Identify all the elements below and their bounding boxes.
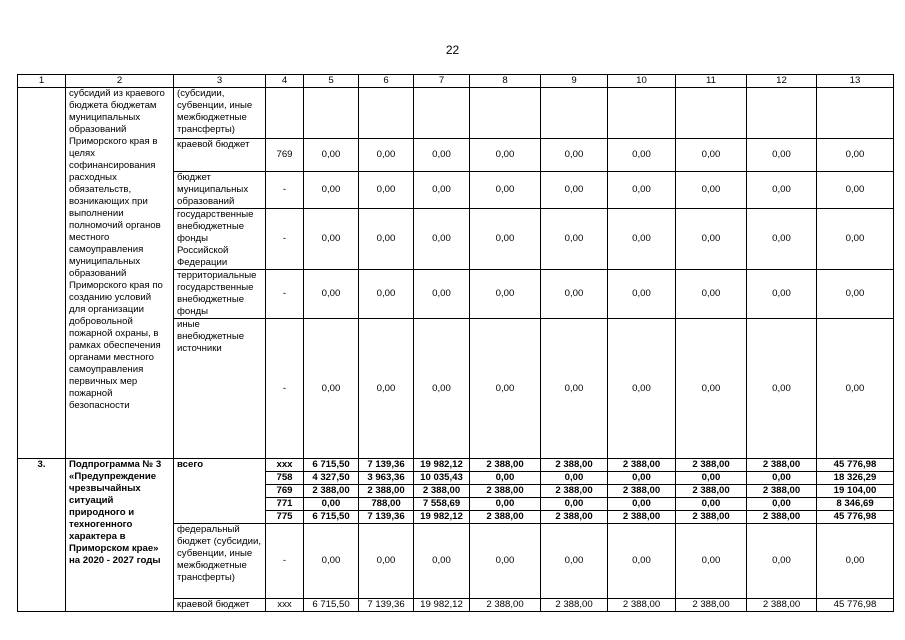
value-cell: 0,00 [414, 270, 470, 319]
value-cell [414, 88, 470, 139]
value-cell: 0,00 [470, 139, 541, 172]
value-cell [608, 88, 676, 139]
value-cell [676, 88, 747, 139]
funding-source: краевой бюджет [174, 139, 266, 172]
value-cell: 0,00 [608, 209, 676, 270]
budget-code: 769 [266, 485, 304, 498]
value-cell: 45 776,98 [817, 599, 894, 612]
page-number: 22 [445, 43, 460, 57]
funding-source: всего [174, 459, 266, 524]
value-cell: 2 388,00 [747, 485, 817, 498]
value-cell [541, 88, 608, 139]
value-cell: 0,00 [304, 319, 359, 459]
value-cell: 2 388,00 [541, 459, 608, 472]
value-cell: 0,00 [676, 472, 747, 485]
value-cell: 0,00 [470, 209, 541, 270]
funding-source: государственные внебюджетные фонды Российской Федерации [174, 209, 266, 270]
value-cell: 4 327,50 [304, 472, 359, 485]
value-cell: 0,00 [676, 319, 747, 459]
value-cell: 2 388,00 [676, 511, 747, 524]
value-cell: 0,00 [304, 524, 359, 599]
value-cell: 6 715,50 [304, 459, 359, 472]
value-cell: 0,00 [541, 270, 608, 319]
value-cell: 0,00 [359, 172, 414, 209]
column-header: 10 [608, 75, 676, 88]
value-cell: 0,00 [304, 139, 359, 172]
value-cell: 7 558,69 [414, 498, 470, 511]
value-cell: 0,00 [817, 319, 894, 459]
column-header: 2 [66, 75, 174, 88]
value-cell [817, 88, 894, 139]
value-cell: 2 388,00 [470, 599, 541, 612]
value-cell: 7 139,36 [359, 599, 414, 612]
value-cell: 2 388,00 [676, 599, 747, 612]
value-cell: 788,00 [359, 498, 414, 511]
value-cell [470, 88, 541, 139]
value-cell: 2 388,00 [747, 459, 817, 472]
budget-code [266, 88, 304, 139]
value-cell: 2 388,00 [541, 599, 608, 612]
value-cell: 0,00 [470, 270, 541, 319]
value-cell: 0,00 [470, 524, 541, 599]
value-cell: 0,00 [541, 498, 608, 511]
value-cell: 0,00 [414, 139, 470, 172]
value-cell: 0,00 [608, 472, 676, 485]
value-cell: 0,00 [817, 172, 894, 209]
value-cell: 0,00 [676, 524, 747, 599]
value-cell: 0,00 [541, 209, 608, 270]
funding-source: краевой бюджет [174, 599, 266, 612]
value-cell: 0,00 [747, 172, 817, 209]
table-row [18, 88, 894, 139]
value-cell [747, 88, 817, 139]
value-cell: 0,00 [470, 498, 541, 511]
value-cell: 0,00 [359, 139, 414, 172]
budget-code: - [266, 270, 304, 319]
value-cell: 0,00 [470, 172, 541, 209]
value-cell: 0,00 [608, 524, 676, 599]
value-cell: 0,00 [470, 472, 541, 485]
value-cell: 0,00 [817, 209, 894, 270]
column-header: 12 [747, 75, 817, 88]
value-cell: 0,00 [414, 319, 470, 459]
header-row [18, 75, 894, 88]
value-cell: 7 139,36 [359, 459, 414, 472]
value-cell: 0,00 [414, 524, 470, 599]
value-cell [359, 88, 414, 139]
value-cell: 0,00 [414, 172, 470, 209]
budget-code: - [266, 319, 304, 459]
budget-code: - [266, 209, 304, 270]
value-cell: 45 776,98 [817, 511, 894, 524]
value-cell: 3 963,36 [359, 472, 414, 485]
value-cell: 0,00 [541, 524, 608, 599]
value-cell: 6 715,50 [304, 599, 359, 612]
value-cell: 2 388,00 [304, 485, 359, 498]
value-cell: 0,00 [541, 472, 608, 485]
value-cell: 6 715,50 [304, 511, 359, 524]
value-cell: 0,00 [304, 209, 359, 270]
value-cell: 2 388,00 [608, 485, 676, 498]
value-cell: 0,00 [608, 270, 676, 319]
value-cell: 7 139,36 [359, 511, 414, 524]
value-cell [304, 88, 359, 139]
column-header: 11 [676, 75, 747, 88]
row-number-cell: 3. [18, 459, 66, 612]
funding-source: бюджет муниципальных образований [174, 172, 266, 209]
value-cell: 0,00 [676, 139, 747, 172]
value-cell: 0,00 [747, 139, 817, 172]
column-header: 7 [414, 75, 470, 88]
value-cell: 2 388,00 [470, 485, 541, 498]
value-cell: 0,00 [470, 319, 541, 459]
value-cell: 2 388,00 [676, 485, 747, 498]
funding-source: иные внебюджетные источники [174, 319, 266, 459]
value-cell: 0,00 [676, 270, 747, 319]
column-header: 6 [359, 75, 414, 88]
value-cell: 8 346,69 [817, 498, 894, 511]
value-cell: 0,00 [359, 524, 414, 599]
value-cell: 19 982,12 [414, 599, 470, 612]
column-header: 13 [817, 75, 894, 88]
value-cell: 0,00 [817, 270, 894, 319]
budget-code: xxx [266, 459, 304, 472]
value-cell: 2 388,00 [541, 511, 608, 524]
value-cell: 0,00 [747, 524, 817, 599]
value-cell: 0,00 [304, 498, 359, 511]
value-cell: 2 388,00 [676, 459, 747, 472]
value-cell: 0,00 [541, 172, 608, 209]
value-cell: 0,00 [747, 319, 817, 459]
subprogram-title: Подпрограмма № 3 «Предупреждение чрезвычайных ситуаций природного и техногенного характера в Приморском крае» на 2020 - 2027 годы [66, 459, 174, 612]
row-number-cell [18, 88, 66, 459]
value-cell: 0,00 [817, 139, 894, 172]
value-cell: 0,00 [608, 498, 676, 511]
value-cell: 19 982,12 [414, 459, 470, 472]
value-cell: 0,00 [747, 498, 817, 511]
value-cell: 0,00 [747, 270, 817, 319]
value-cell: 2 388,00 [747, 599, 817, 612]
value-cell: 0,00 [817, 524, 894, 599]
value-cell: 0,00 [608, 139, 676, 172]
value-cell: 0,00 [747, 472, 817, 485]
column-header: 1 [18, 75, 66, 88]
value-cell: 0,00 [304, 270, 359, 319]
column-header: 5 [304, 75, 359, 88]
value-cell: 0,00 [359, 319, 414, 459]
budget-code: 769 [266, 139, 304, 172]
value-cell: 2 388,00 [470, 511, 541, 524]
column-header: 3 [174, 75, 266, 88]
budget-table [17, 74, 894, 612]
value-cell: 0,00 [541, 319, 608, 459]
value-cell: 0,00 [747, 209, 817, 270]
column-header: 9 [541, 75, 608, 88]
value-cell: 0,00 [359, 270, 414, 319]
value-cell: 0,00 [414, 209, 470, 270]
funding-source: (субсидии, субвенции, иные межбюджетные трансферты) [174, 88, 266, 139]
value-cell: 0,00 [359, 209, 414, 270]
value-cell: 2 388,00 [541, 485, 608, 498]
value-cell: 2 388,00 [470, 459, 541, 472]
value-cell: 2 388,00 [414, 485, 470, 498]
value-cell: 10 035,43 [414, 472, 470, 485]
value-cell: 2 388,00 [608, 599, 676, 612]
value-cell: 0,00 [676, 209, 747, 270]
column-header: 8 [470, 75, 541, 88]
table-row [18, 459, 894, 472]
value-cell: 0,00 [608, 319, 676, 459]
column-header: 4 [266, 75, 304, 88]
value-cell: 2 388,00 [608, 511, 676, 524]
funding-source: федеральный бюджет (субсидии, субвенции, иные межбюджетные трансферты) [174, 524, 266, 599]
value-cell: 0,00 [304, 172, 359, 209]
funding-source: территориальные государственные внебюджетные фонды [174, 270, 266, 319]
value-cell: 2 388,00 [608, 459, 676, 472]
value-cell: 0,00 [608, 172, 676, 209]
value-cell: 45 776,98 [817, 459, 894, 472]
value-cell: 0,00 [541, 139, 608, 172]
value-cell: 19 104,00 [817, 485, 894, 498]
budget-code: 775 [266, 511, 304, 524]
value-cell: 2 388,00 [359, 485, 414, 498]
budget-code: 771 [266, 498, 304, 511]
budget-code: - [266, 172, 304, 209]
event-description: субсидий из краевого бюджета бюджетам муниципальных образований Приморского края в целях софинансирования расходных обязательств, возникающих при выполнении полномочий органов местного самоуправления муниципальных образований Приморского края по созданию условий для организации добровольной пожарной охраны, в рамках обеспечения органами местного самоуправления первичных мер пожарной безопасности [66, 88, 174, 459]
budget-code: xxx [266, 599, 304, 612]
value-cell: 2 388,00 [747, 511, 817, 524]
value-cell: 18 326,29 [817, 472, 894, 485]
budget-code: - [266, 524, 304, 599]
value-cell: 19 982,12 [414, 511, 470, 524]
value-cell: 0,00 [676, 498, 747, 511]
budget-code: 758 [266, 472, 304, 485]
value-cell: 0,00 [676, 172, 747, 209]
